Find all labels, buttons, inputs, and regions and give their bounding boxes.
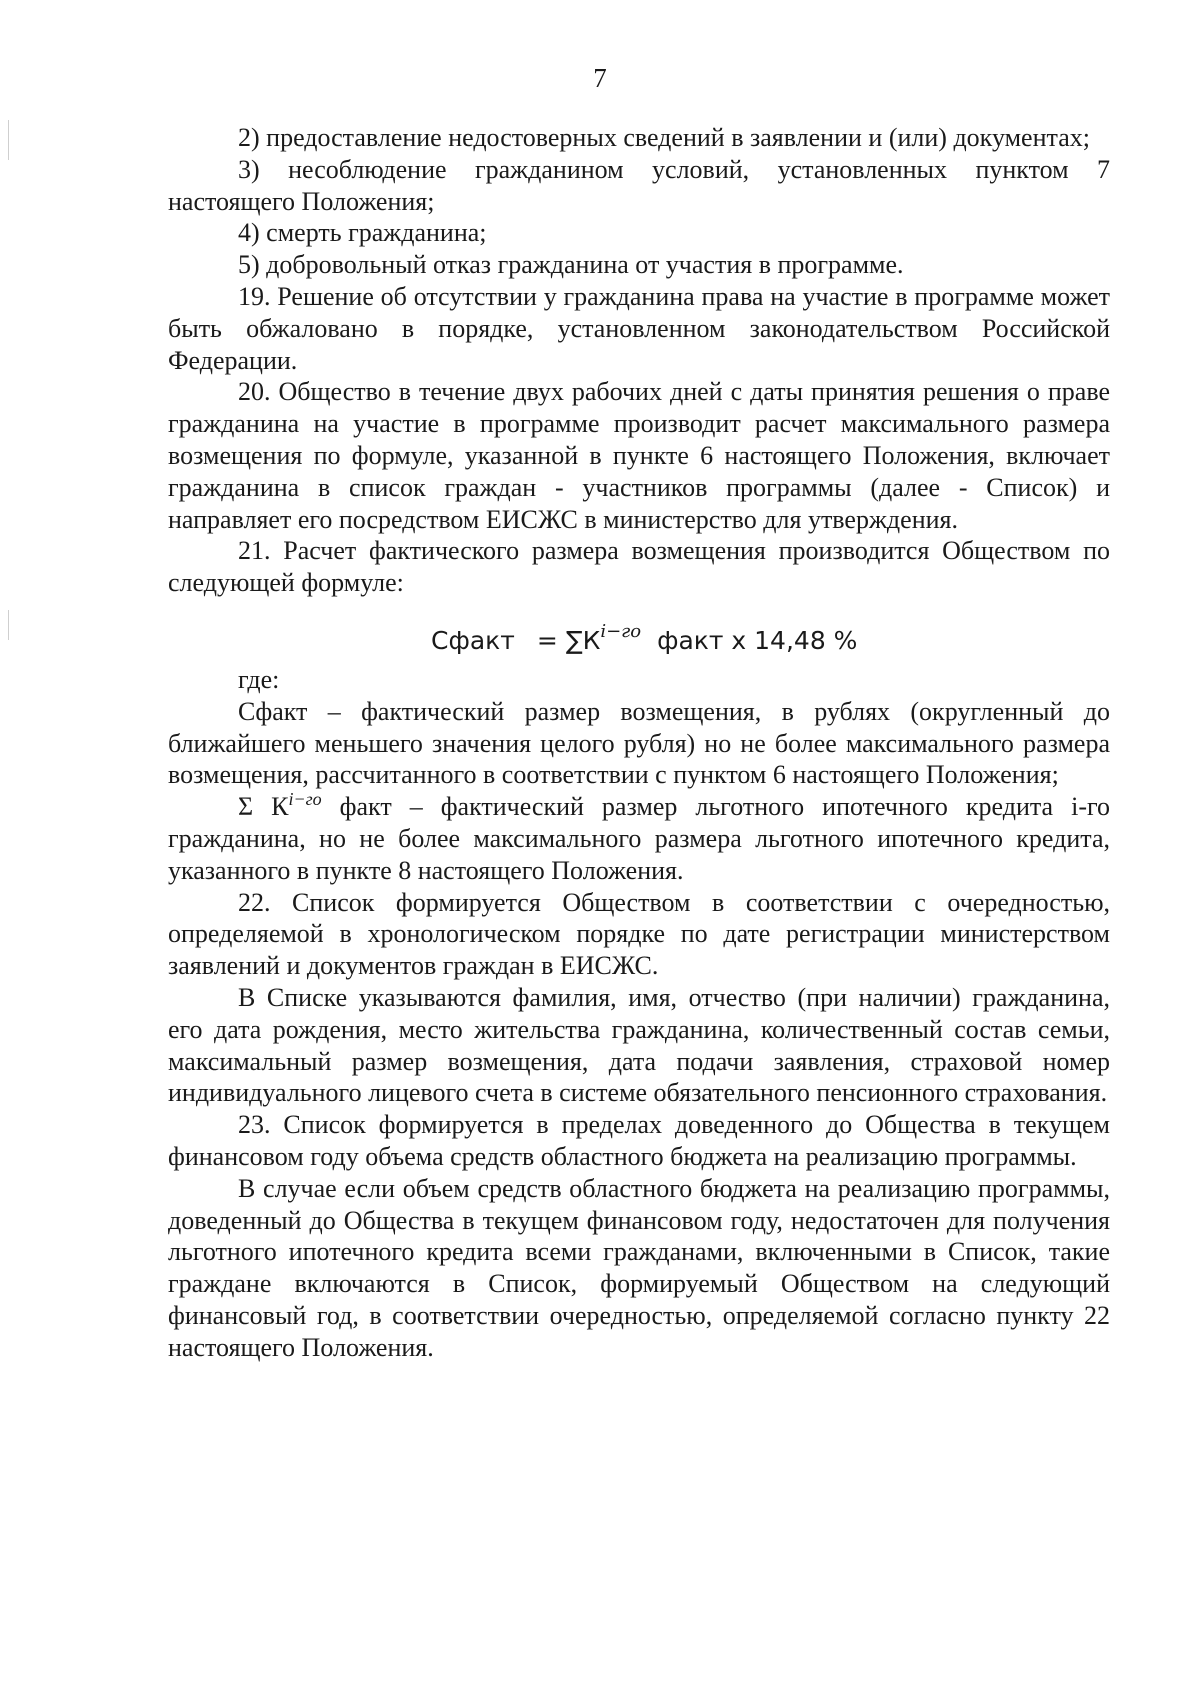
formula-lhs: Сфакт xyxy=(431,625,515,655)
formula xyxy=(168,615,1110,658)
paragraph-section-22: 22. Список формируется Обществом в соответствии с очередностью, определяемой в хронологическом порядке по дате регистрации министерством заявлений и документов граждан в ЕИСЖС. xyxy=(168,887,1110,981)
paragraph-item-2: 2) предоставление недостоверных сведений в заявлении и (или) документах; xyxy=(238,123,1090,152)
paragraph-item-3: 3) несоблюдение гражданином условий, установленных пунктом 7 настоящего Положения; xyxy=(168,154,1110,216)
definition-superscript: i−го xyxy=(288,789,322,810)
formula-rhs: факт х 14,48 % xyxy=(657,625,858,655)
paragraph-item-5: 5) добровольный отказ гражданина от участия в программе. xyxy=(238,250,904,280)
paragraph-where: где: xyxy=(238,664,280,694)
definition-sum-k-text: факт – фактический размер льготного ипотечного кредита i-го гражданина, но не более максимального размера льготного ипотечного кредита, указанного в пункте 8 настоящего Положения. xyxy=(168,792,1110,885)
scan-edge-mark xyxy=(8,610,9,640)
page-number: 7 xyxy=(593,63,607,93)
paragraph-section-19: 19. Решение об отсутствии у гражданина права на участие в программе может быть обжаловано в порядке, установленном законодательством Российской Федерации. xyxy=(168,281,1110,375)
formula-sum: = ∑К xyxy=(536,625,601,655)
paragraph-section-21: 21. Расчет фактического размера возмещения производится Обществом по следующей формуле: xyxy=(168,536,1110,598)
paragraph-section-23: 23. Список формируется в пределах доведенного до Общества в текущем финансовом году объема средств областного бюджета на реализацию программы. xyxy=(168,1110,1110,1171)
definition-sum-k-symbol: Σ К xyxy=(238,792,289,822)
formula-superscript: i−го xyxy=(600,620,642,642)
document-body xyxy=(168,122,1110,1363)
paragraph-insufficient-funds: В случае если объем средств областного бюджета на реализацию программы, доведенный до Общества в текущем финансовом году, недостаточен для получения льготного ипотечного кредита всеми гражданами, включенными в Список, такие граждане включаются в Список, формируемый Обществом на следующий финансовый год, в соответствии очередностью, определяемой согласно пункту 22 настоящего Положения. xyxy=(168,1173,1110,1362)
paragraph-section-20: 20. Общество в течение двух рабочих дней с даты принятия решения о праве гражданина на участие в программе производит расчет максимального размера возмещения по формуле, указанной в пункте 6 настоящего Положения, включает гражданина в список граждан - участников программы (далее - Список) и направляет его посредством ЕИСЖС в министерство для утверждения. xyxy=(168,377,1110,534)
paragraph-definition-sum-k xyxy=(168,791,1110,886)
paragraph-item-4: 4) смерть гражданина; xyxy=(238,218,487,248)
paragraph-definition-sfact: Сфакт – фактический размер возмещения, в рублях (округленный до ближайшего меньшего значения целого рубля) но не более максимального размера возмещения, рассчитанного в соответствии с пунктом 6 настоящего Положения; xyxy=(168,696,1110,790)
paragraph-list-contents: В Списке указываются фамилия, имя, отчество (при наличии) гражданина, его дата рождения, место жительства гражданина, количественный состав семьи, максимальный размер возмещения, дата подачи заявления, страховой номер индивидуального лицевого счета в системе обязательного пенсионного страхования. xyxy=(168,982,1110,1108)
scan-edge-mark xyxy=(8,120,9,160)
